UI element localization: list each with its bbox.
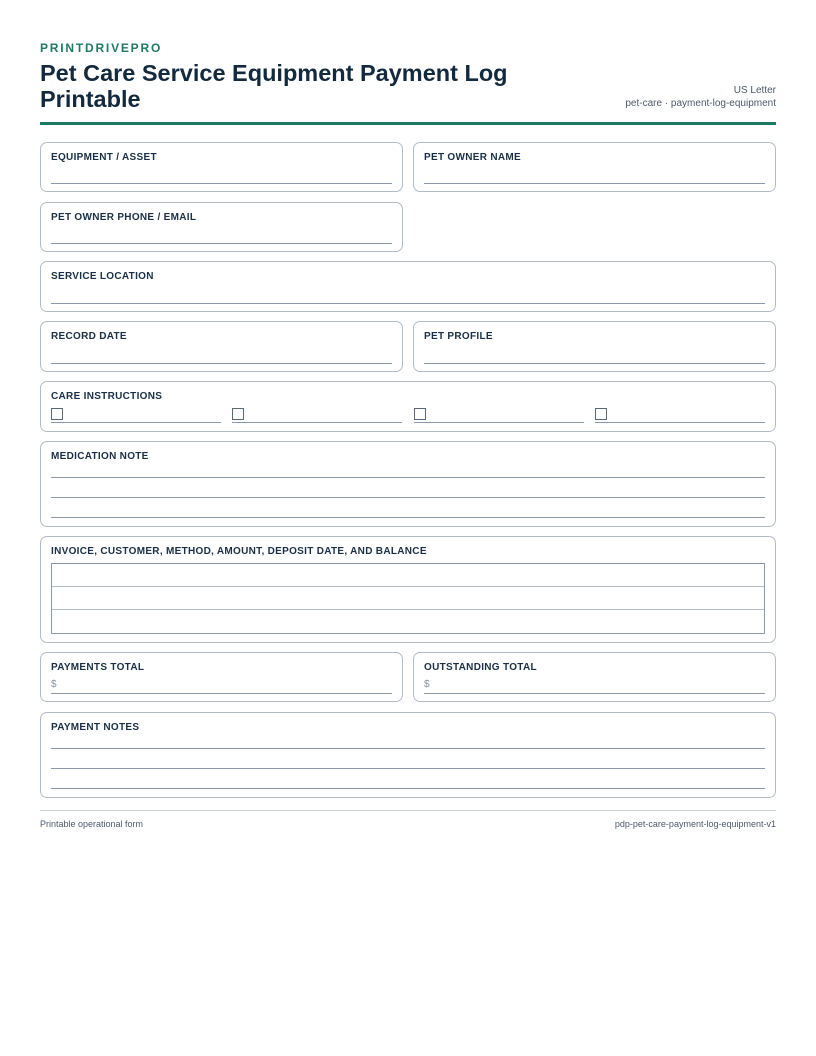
write-line bbox=[51, 748, 765, 749]
payments-total-field[interactable] bbox=[40, 652, 403, 702]
payment-notes-label: PAYMENT NOTES bbox=[51, 722, 140, 733]
document-meta bbox=[625, 84, 776, 110]
checkbox[interactable] bbox=[595, 408, 607, 420]
payments-total-label: PAYMENTS TOTAL bbox=[51, 662, 145, 673]
care-checkbox-item[interactable] bbox=[595, 408, 765, 424]
write-line bbox=[424, 693, 765, 694]
write-line bbox=[51, 788, 765, 789]
write-line bbox=[51, 422, 221, 423]
service-location-field[interactable] bbox=[40, 261, 776, 312]
write-line bbox=[414, 422, 584, 423]
pet-profile-label: PET PROFILE bbox=[424, 331, 493, 342]
table-row[interactable] bbox=[52, 587, 764, 610]
write-line bbox=[51, 768, 765, 769]
write-line bbox=[51, 183, 392, 184]
table-row[interactable] bbox=[52, 610, 764, 633]
write-line bbox=[424, 183, 765, 184]
outstanding-total-label: OUTSTANDING TOTAL bbox=[424, 662, 537, 673]
care-instructions-field bbox=[40, 381, 776, 432]
table-row[interactable] bbox=[52, 564, 764, 587]
page-title: Pet Care Service Equipment Payment Log Printable bbox=[40, 60, 508, 112]
checkbox[interactable] bbox=[414, 408, 426, 420]
equipment-asset-label: EQUIPMENT / ASSET bbox=[51, 152, 157, 163]
write-line bbox=[595, 422, 765, 423]
medication-note-label: MEDICATION NOTE bbox=[51, 451, 149, 462]
checkbox[interactable] bbox=[232, 408, 244, 420]
medication-note-field[interactable] bbox=[40, 441, 776, 527]
currency-symbol: $ bbox=[51, 679, 57, 690]
form-id: pdp-pet-care-payment-log-equipment-v1 bbox=[614, 819, 776, 829]
pet-profile-field[interactable] bbox=[413, 321, 776, 372]
footer-description: Printable operational form bbox=[40, 819, 144, 829]
checkbox[interactable] bbox=[51, 408, 63, 420]
invoice-table-section bbox=[40, 536, 776, 643]
write-line bbox=[51, 693, 392, 694]
currency-symbol: $ bbox=[424, 679, 430, 690]
write-line bbox=[232, 422, 402, 423]
pet-owner-name-label: PET OWNER NAME bbox=[424, 152, 521, 163]
write-line bbox=[51, 303, 765, 304]
document-tags: pet-care · payment-log-equipment bbox=[625, 98, 776, 109]
paper-size-label: US Letter bbox=[733, 85, 776, 96]
care-instructions-checklist bbox=[51, 408, 765, 424]
pet-owner-name-field[interactable] bbox=[413, 142, 776, 192]
outstanding-total-field[interactable] bbox=[413, 652, 776, 702]
pet-owner-contact-label: PET OWNER PHONE / EMAIL bbox=[51, 212, 197, 223]
write-line bbox=[51, 363, 392, 364]
write-line bbox=[51, 517, 765, 518]
pet-owner-contact-field[interactable] bbox=[40, 202, 403, 252]
footer-divider bbox=[40, 810, 776, 811]
care-checkbox-item[interactable] bbox=[232, 408, 402, 424]
header-divider bbox=[40, 122, 776, 125]
record-date-field[interactable] bbox=[40, 321, 403, 372]
payment-notes-field[interactable] bbox=[40, 712, 776, 798]
write-line bbox=[51, 243, 392, 244]
service-location-label: SERVICE LOCATION bbox=[51, 271, 154, 282]
care-instructions-label: CARE INSTRUCTIONS bbox=[51, 391, 163, 402]
write-line bbox=[51, 477, 765, 478]
write-line bbox=[424, 363, 765, 364]
write-line bbox=[51, 497, 765, 498]
invoice-table bbox=[51, 563, 765, 634]
care-checkbox-item[interactable] bbox=[51, 408, 221, 424]
brand-name: PRINTDRIVEPRO bbox=[40, 41, 163, 55]
record-date-label: RECORD DATE bbox=[51, 331, 127, 342]
equipment-asset-field[interactable] bbox=[40, 142, 403, 192]
invoice-table-label: INVOICE, CUSTOMER, METHOD, AMOUNT, DEPOSIT DATE, AND BALANCE bbox=[51, 546, 427, 557]
care-checkbox-item[interactable] bbox=[414, 408, 584, 424]
